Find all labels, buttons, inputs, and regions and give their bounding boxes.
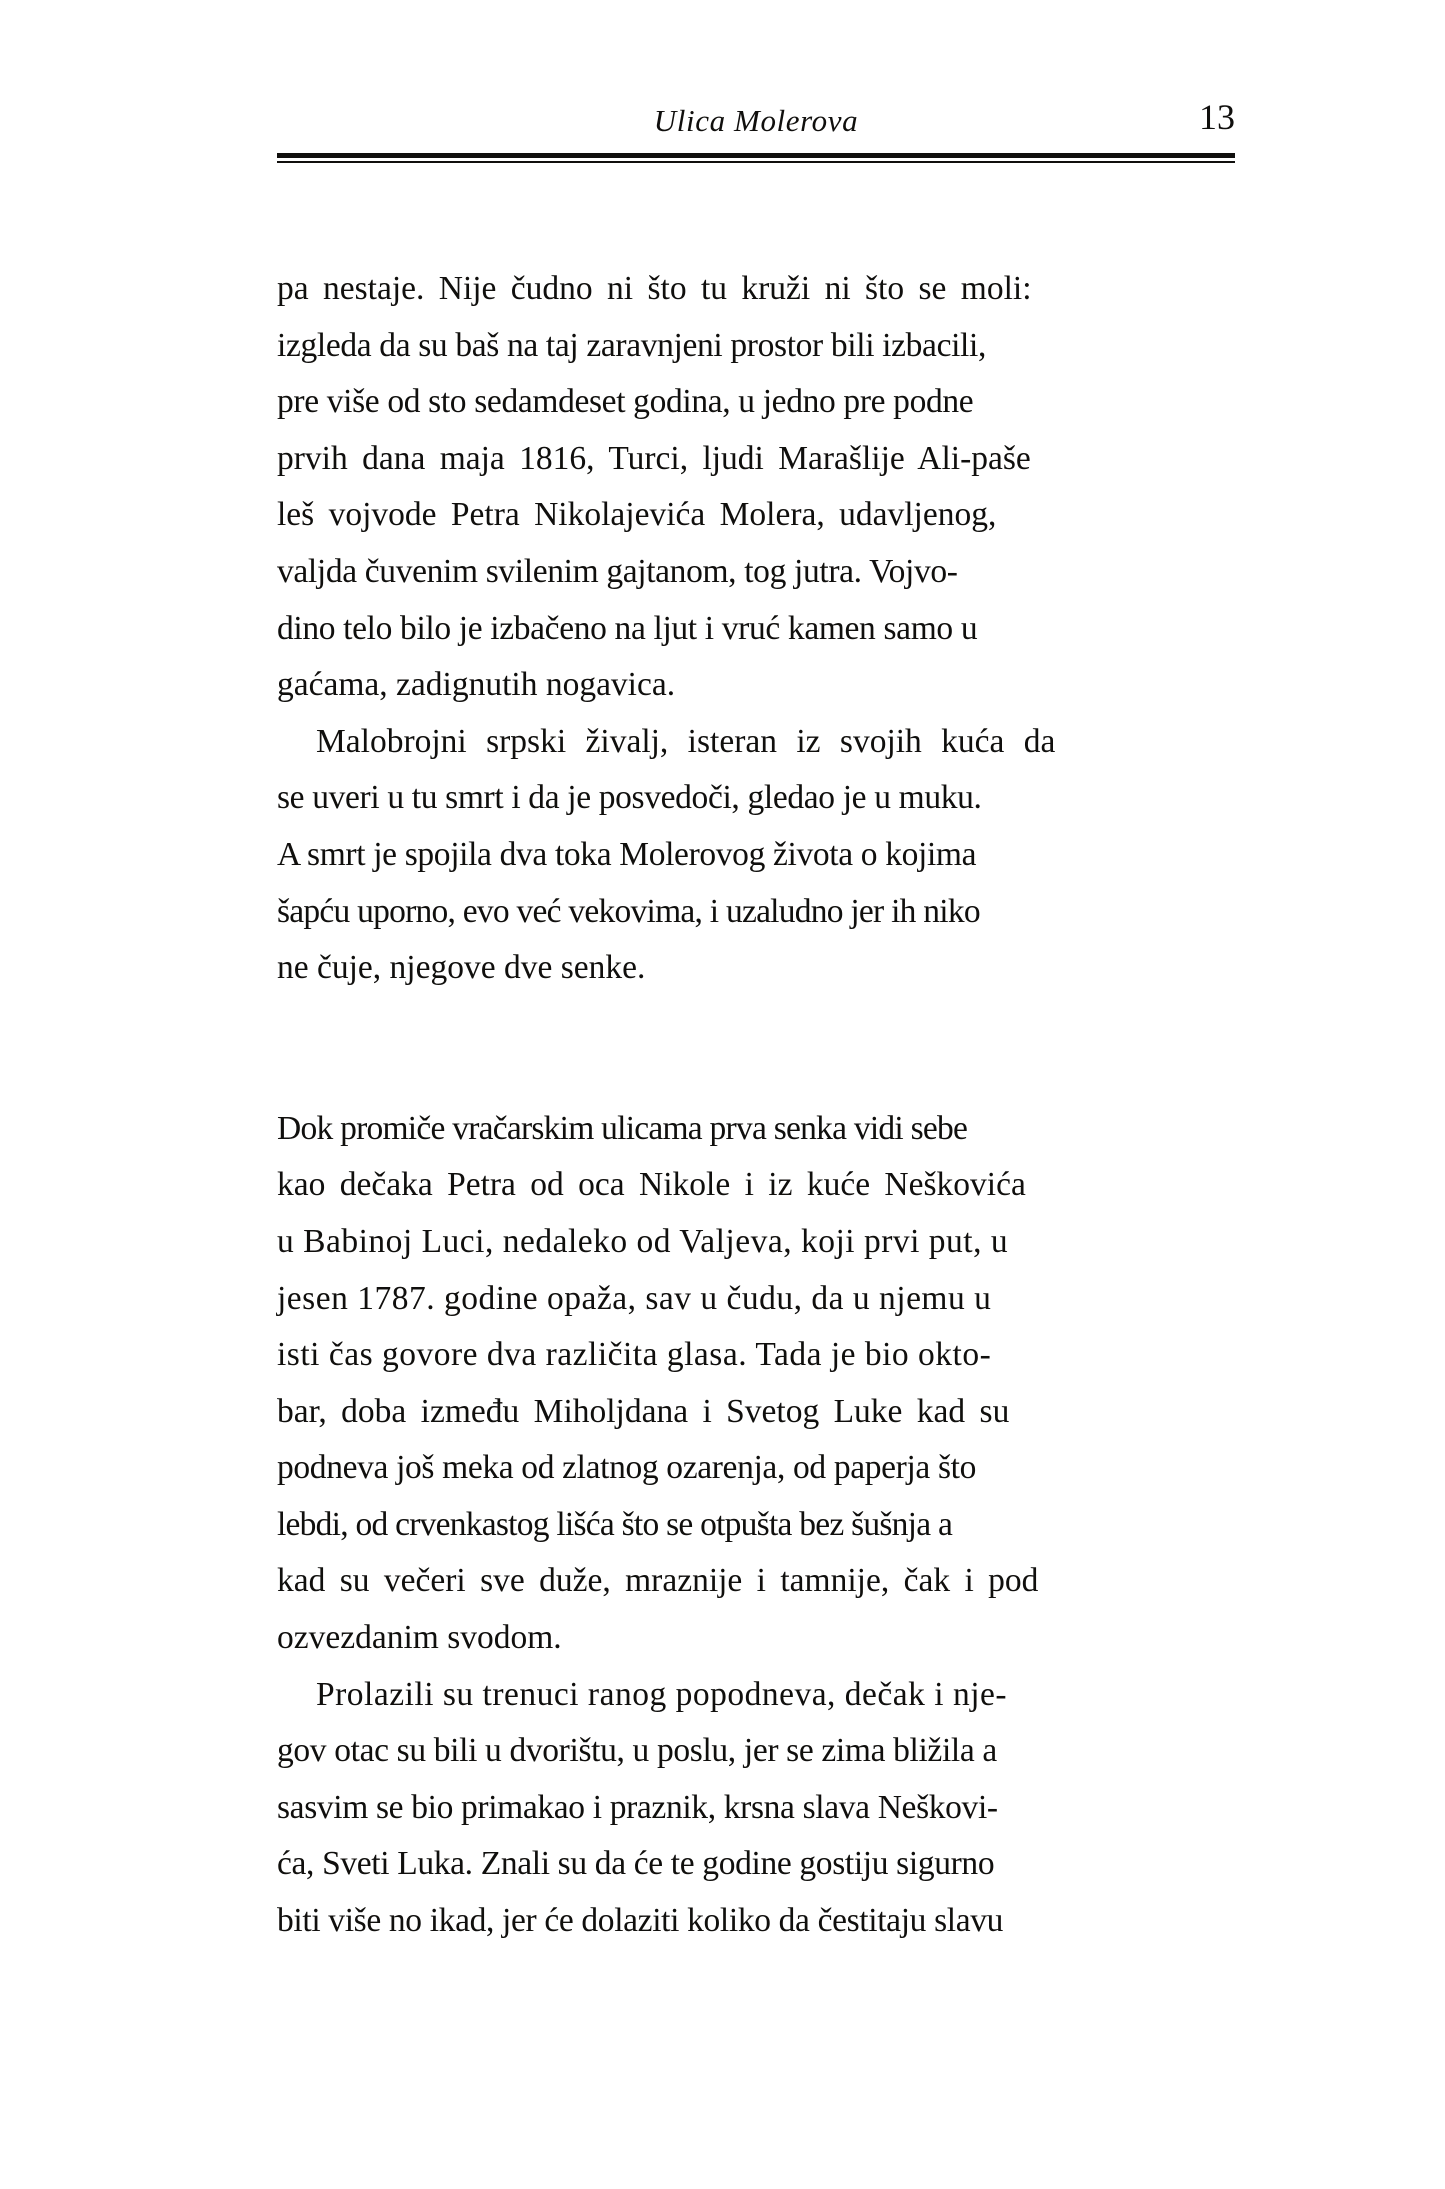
text-line: sasvim se bio primakao i praznik, krsna slava Neškovi- <box>277 1788 998 1826</box>
text-line: valjda čuvenim svilenim gajtanom, tog jutra. Vojvo- <box>277 552 958 590</box>
text-line: bar, doba između Miholjdana i Svetog Luke kad su <box>277 1392 1010 1430</box>
text-line: lebdi, od crvenkastog lišća što se otpušta bez šušnja a <box>277 1505 953 1543</box>
page-number: 13 <box>1199 97 1235 137</box>
text-line: ne čuje, njegove dve senke. <box>277 949 646 987</box>
body-text <box>277 261 1235 1950</box>
text-line: isti čas govore dva različita glasa. Tada je bio okto- <box>277 1336 992 1374</box>
text-line: podneva još meka od zlatnog ozarenja, od paperja što <box>277 1449 977 1487</box>
paragraph <box>277 1101 1235 1667</box>
text-line: ća, Sveti Luka. Znali su da će te godine gostiju sigurno <box>277 1845 995 1883</box>
paragraph <box>277 261 1235 714</box>
text-line: pre više od sto sedamdeset godina, u jedno pre podne <box>277 383 974 421</box>
text-line: Prolazili su trenuci ranog popodneva, dečak i nje- <box>316 1675 1008 1713</box>
text-line: dino telo bilo je izbačeno na ljut i vruć kamen samo u <box>277 609 978 647</box>
text-line: šapću uporno, evo već vekovima, i uzaludno jer ih niko <box>277 892 980 930</box>
text-line: ozvezdanim svodom. <box>277 1619 562 1657</box>
header-rule <box>277 153 1235 163</box>
text-line: kad su večeri sve duže, mraznije i tamnije, čak i pod <box>277 1562 1039 1600</box>
page-header <box>277 97 1235 223</box>
text-line: gaćama, zadignutih nogavica. <box>277 666 676 704</box>
running-head: Ulica Molerova <box>653 103 859 138</box>
page-content <box>277 0 1235 1950</box>
text-line: leš vojvode Petra Nikolajevića Molera, udavljenog, <box>277 496 997 534</box>
text-line: prvih dana maja 1816, Turci, ljudi Marašlije Ali-paše <box>277 439 1031 477</box>
text-line: Malobrojni srpski živalj, isteran iz svojih kuća da <box>316 722 1056 760</box>
text-line: jesen 1787. godine opaža, sav u čudu, da u njemu u <box>277 1279 992 1317</box>
text-line: A smrt je spojila dva toka Molerovog života o kojima <box>277 835 977 873</box>
text-line: Dok promiče vračarskim ulicama prva senka vidi sebe <box>277 1109 968 1147</box>
text-line: biti više no ikad, jer će dolaziti koliko da čestitaju slavu <box>277 1902 1004 1940</box>
text-line: se uveri u tu smrt i da je posvedoči, gledao je u muku. <box>277 779 982 817</box>
text-line: pa nestaje. Nije čudno ni što tu kruži ni što se moli: <box>277 270 1032 307</box>
paragraph <box>277 714 1235 997</box>
header-rule-thin <box>277 161 1235 163</box>
text-line: izgleda da su baš na taj zaravnjeni prostor bili izbacili, <box>277 326 986 364</box>
text-block <box>277 1101 1235 1950</box>
paragraph <box>277 1667 1235 1950</box>
text-block <box>277 261 1235 997</box>
text-line: gov otac su bili u dvorištu, u poslu, jer se zima bližila a <box>277 1732 997 1770</box>
text-line: kao dečaka Petra od oca Nikole i iz kuće Neškovića <box>277 1166 1026 1204</box>
text-line: u Babinoj Luci, nedaleko od Valjeva, koji prvi put, u <box>277 1222 1009 1260</box>
section-break <box>277 997 1235 1101</box>
